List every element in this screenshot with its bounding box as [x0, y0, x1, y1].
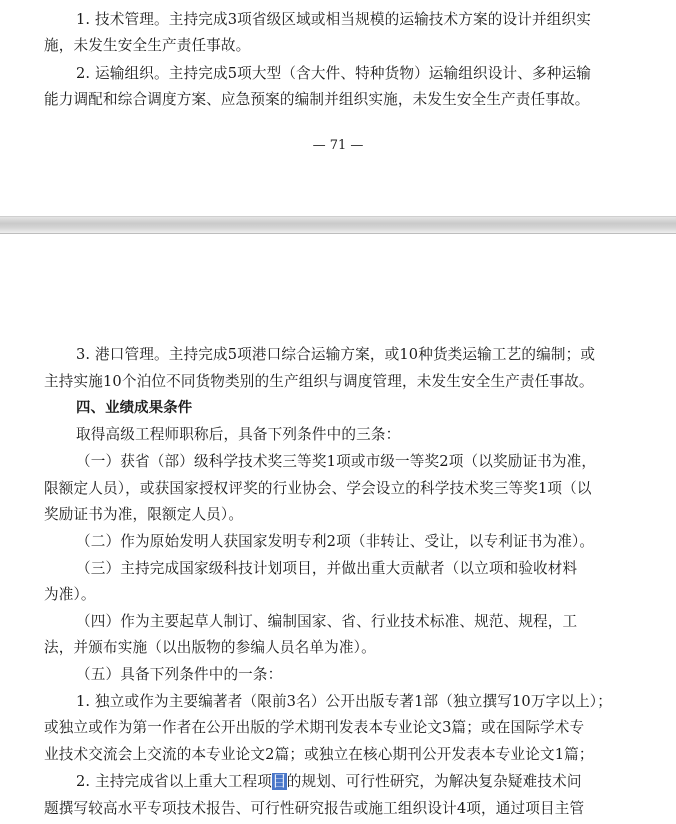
- paragraph-line: 业技术交流会上交流的本专业论文2篇；或独立在核心期刊公开发表本专业论文1篇；: [44, 746, 594, 763]
- paragraph-line: 施，未发生安全生产责任事故。: [44, 37, 251, 54]
- paragraph-line: 能力调配和综合调度方案、应急预案的编制并组织实施，未发生安全生产责任事故。: [44, 91, 590, 108]
- page-number: — 71 —: [312, 138, 364, 153]
- page-separator: [0, 216, 676, 234]
- text-span: 2. 主持完成省以上重大工程项: [76, 773, 272, 790]
- text-span: 的规划、可行性研究，为解决复杂疑难技术问: [286, 773, 582, 790]
- document-page-71: [0, 0, 676, 216]
- paragraph-line: （五）具备下列条件中的一条：: [76, 666, 283, 683]
- paragraph-line: 3. 港口管理。主持完成5项港口综合运输方案，或10种货类运输工艺的编制；或: [76, 346, 596, 363]
- paragraph-line: 限额定人员），或获国家授权评奖的行业协会、学会设立的科学技术奖三等奖1项（以: [44, 480, 592, 497]
- paragraph-line: 1. 技术管理。主持完成3项省级区域或相当规模的运输技术方案的设计并组织实: [76, 11, 591, 28]
- document-page-72: [0, 234, 676, 824]
- paragraph-line: 为准）。: [44, 586, 96, 603]
- paragraph-line: 奖励证书为准，限额定人员）。: [44, 506, 244, 523]
- paragraph-line: 2. 运输组织。主持完成5项大型（含大件、特种货物）运输组织设计、多种运输: [76, 65, 591, 82]
- paragraph-line: 或独立或作为第一作者在公开出版的学术期刊发表本专业论文3篇；或在国际学术专: [44, 719, 585, 736]
- selected-text[interactable]: 目: [271, 773, 287, 790]
- paragraph-line: [76, 772, 582, 792]
- paragraph-line: 1. 独立或作为主要编著者（限前3名）公开出版专著1部（独立撰写10万字以上）；: [76, 693, 612, 710]
- paragraph-line: （二）作为原始发明人获国家发明专利2项（非转让、受让，以专利证书为准）。: [76, 533, 595, 550]
- paragraph-line: （四）作为主要起草人制订、编制国家、省、行业技术标准、规范、规程，工: [76, 613, 578, 630]
- paragraph-line: 主持实施10个泊位不同货物类别的生产组织与调度管理，未发生安全生产责任事故。: [44, 373, 594, 390]
- paragraph-line: 取得高级工程师职称后，具备下列条件中的三条：: [76, 426, 401, 443]
- paragraph-line: （三）主持完成国家级科技计划项目，并做出重大贡献者（以立项和验收材料: [76, 560, 578, 577]
- section-heading: 四、业绩成果条件: [76, 400, 193, 416]
- paragraph-line: 法，并颁布实施（以出版物的参编人员名单为准）。: [44, 639, 376, 656]
- paragraph-line: 题撰写较高水平专项技术报告、可行性研究报告或施工组织设计4项，通过项目主管: [44, 800, 585, 817]
- paragraph-line: （一）获省（部）级科学技术奖三等奖1项或市级一等奖2项（以奖励证书为准，: [76, 453, 597, 470]
